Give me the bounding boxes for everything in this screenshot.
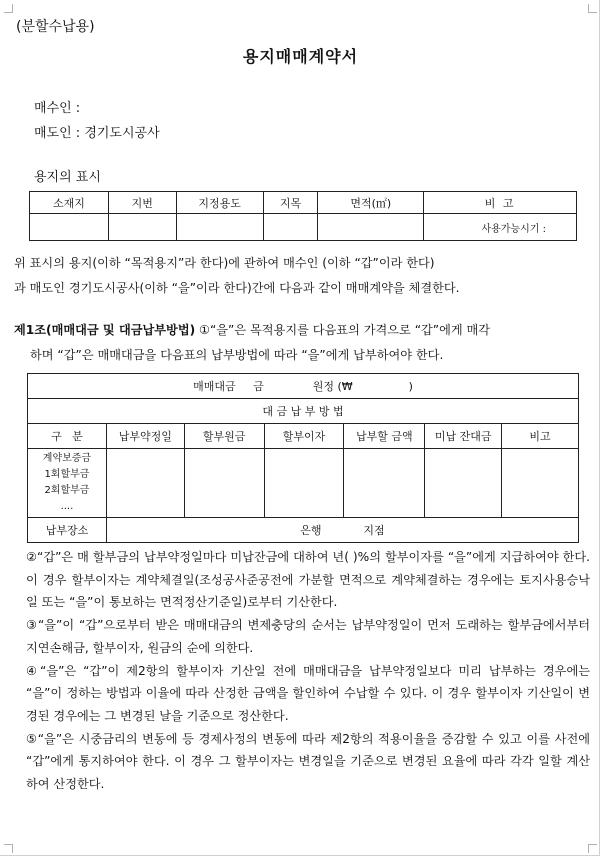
schedule-item: 2회할부금	[44, 485, 90, 496]
pay-cell[interactable]	[502, 449, 579, 518]
land-header-location: 소재지	[30, 192, 109, 214]
land-cell[interactable]	[318, 214, 424, 241]
pay-cell[interactable]	[264, 449, 344, 518]
article-1-text: ①“을”은 목적용지를 다음표의 가격으로 “갑”에게 매각	[195, 323, 491, 337]
corner-mark	[4, 4, 13, 13]
land-cell[interactable]	[176, 214, 263, 241]
payment-method-row: 대 금 납 부 방 법	[28, 399, 579, 424]
clause-4: ④“을”은 “갑”이 제2항의 할부이자 기산일 전에 매매대금을 납부약정일보다 미리 납부하는 경우에는 “을”이 정하는 방법과 이율에 따라 산정한 금액을 할인하여 수납할 수 있다. 이 경우 할부이자 기산일이 변경된 경우에는 그 변경된 날을 기준으로 정산한다.	[26, 663, 590, 723]
pay-cell[interactable]	[344, 449, 425, 518]
price-row[interactable]: 매매대금 금 원정 (₩ )	[28, 374, 579, 399]
land-header-area: 면적(㎡)	[318, 192, 424, 214]
clause-5: ⑤“을”은 시중금리의 변동에 등 경제사정의 변동에 따라 제2항의 적용이율을 증감할 수 있고 이를 사전에 “갑”에게 통지하여야 한다. 이 경우 그 할부이자는 변경일을 기준으로 변경된 요율에 따라 각각 일할 계산하여 산정한다.	[26, 731, 590, 792]
schedule-item: 계약보증금	[42, 453, 92, 464]
schedule-items	[28, 449, 107, 518]
pay-cell[interactable]	[425, 449, 502, 518]
article-1	[14, 318, 590, 368]
schedule-item: 1회할부금	[44, 469, 90, 480]
land-cell[interactable]	[30, 214, 109, 241]
pay-header-interest: 할부이자	[264, 424, 344, 449]
intro-paragraph	[14, 251, 590, 301]
clause-3: ③“을”이 “갑”으로부터 받은 매매대금의 변제충당의 순서는 납부약정일이 먼저 도래하는 할부금에서부터 지연손해금, 할부이자, 원금의 순에 의한다.	[26, 618, 590, 655]
intro-line: 위 표시의 용지(이하 “목적용지”라 한다)에 관하여 매수인 (이하 “갑”이라 한다)	[14, 256, 435, 270]
corner-mark	[588, 4, 597, 13]
pay-cell[interactable]	[106, 449, 184, 518]
payment-table	[27, 373, 579, 543]
seller-line: 매도인 : 경기도시공사	[34, 126, 160, 141]
corner-mark	[588, 844, 597, 853]
pay-header-unpaid-balance: 미납 잔대금	[425, 424, 502, 449]
pay-header-remarks: 비고	[502, 424, 579, 449]
payment-place-label: 납부장소	[28, 518, 107, 543]
buyer-line: 매수인 :	[34, 101, 81, 116]
corner-mark	[4, 844, 13, 853]
available-period-cell[interactable]: 사용가능시기 :	[424, 214, 577, 241]
land-cell[interactable]	[263, 214, 318, 241]
document-title: 용지매매계약서	[242, 47, 359, 66]
land-header-lot: 지번	[108, 192, 176, 214]
pay-header-category: 구 분	[28, 424, 107, 449]
pay-header-due-date: 납부약정일	[106, 424, 184, 449]
payment-place-value[interactable]: 은행 지점	[106, 518, 578, 543]
article-1-label: 제1조(매매대금 및 대금납부방법)	[14, 323, 196, 337]
schedule-item: ....	[60, 501, 74, 512]
land-header-category: 지목	[263, 192, 318, 214]
pay-header-amount-due: 납부할 금액	[344, 424, 425, 449]
pay-cell[interactable]	[184, 449, 264, 518]
land-header-use: 지정용도	[176, 192, 263, 214]
intro-line: 과 매도인 경기도시공사(이하 “을”이라 한다)간에 다음과 같이 매매계약을 체결한다.	[14, 281, 460, 295]
article-1-text: 하며 “갑”은 매매대금을 다음표의 납부방법에 따라 “을”에게 납부하여야 한다.	[30, 348, 444, 362]
land-table	[29, 191, 577, 241]
land-header-remarks: 비 고	[424, 192, 577, 214]
header-note: (분할수납용)	[16, 19, 95, 35]
clause-2: ②“갑”은 매 할부금의 납부약정일마다 미납잔금에 대하여 년( )%의 할부이자를 “을”에게 지급하여야 한다. 이 경우 할부이자는 계약체결일(조성공사준공전에 가분할 면적으로 계약체결하는 경우에는 토지사용승낙일 또는 “을”이 통보하는 면적정산기준일)로부터 기산한다.	[26, 550, 590, 610]
pay-header-principal: 할부원금	[184, 424, 264, 449]
land-section-title: 용지의 표시	[34, 170, 101, 185]
clauses	[26, 546, 590, 796]
land-cell[interactable]	[108, 214, 176, 241]
